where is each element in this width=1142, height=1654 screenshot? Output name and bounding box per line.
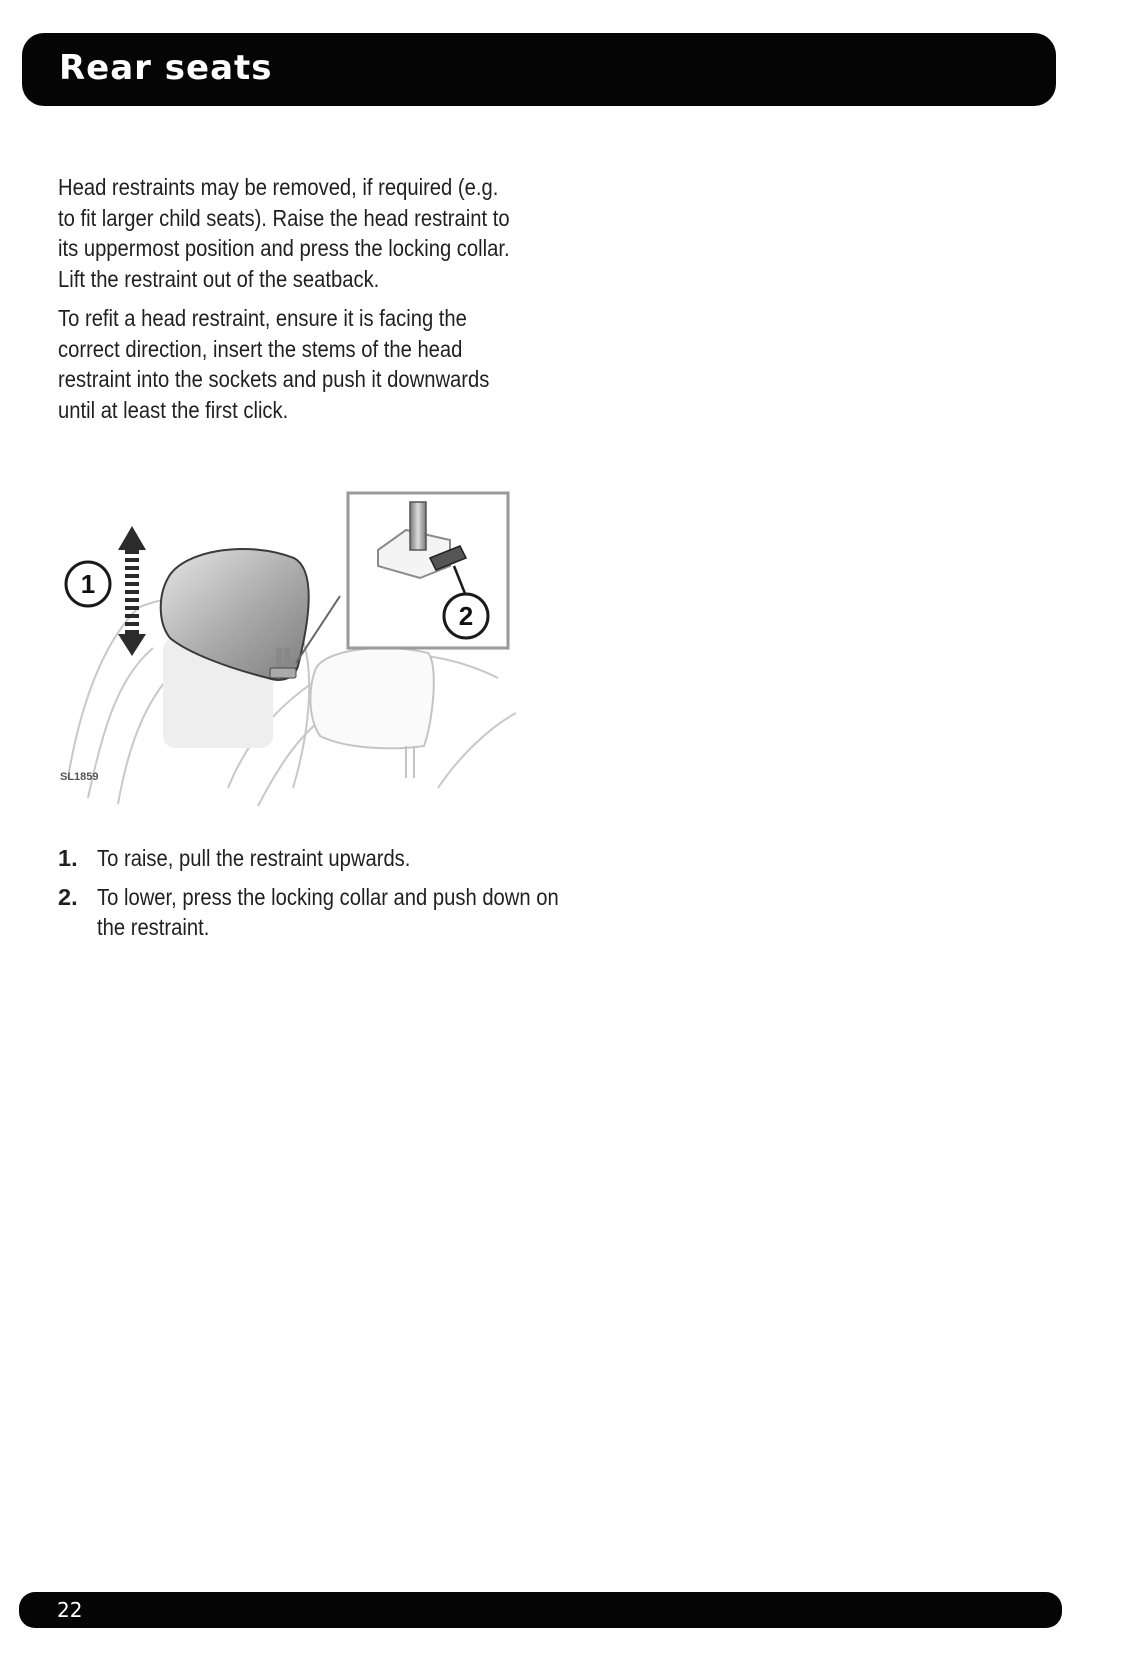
- paragraph-refit: To refit a head restraint, ensure it is facing the correct direction, insert the stems of the head restraint into the sockets and push it downwards until at least the first click.: [58, 305, 490, 423]
- instruction-steps: [58, 843, 578, 951]
- paragraph-removal: Head restraints may be removed, if required (e.g. to fit larger child seats). Raise the head restraint to its uppermost position and press the locking collar. Lift the restraint out of the seatback.: [58, 174, 510, 292]
- page-number: 22: [57, 1598, 83, 1622]
- list-item: [58, 843, 578, 874]
- locking-collar-inset: [348, 493, 508, 648]
- body-text: [58, 172, 518, 434]
- page-title: Rear seats: [59, 48, 273, 88]
- section-header-bar: [22, 33, 1056, 106]
- step-text: To lower, press the locking collar and push down on the restraint.: [97, 883, 559, 940]
- head-restraint-illustration: [58, 488, 516, 810]
- list-item: [58, 882, 578, 943]
- step-text: To raise, pull the restraint upwards.: [97, 845, 411, 871]
- callout-2-label: 2: [458, 601, 474, 631]
- head-restraint-drawing: [58, 488, 516, 810]
- callout-1: [66, 562, 110, 606]
- step-number: 2.: [58, 883, 78, 910]
- callout-1-label: 1: [80, 569, 96, 599]
- figure-code: SL1859: [60, 771, 99, 783]
- step-number: 1.: [58, 845, 78, 871]
- second-head-restraint: [310, 648, 433, 778]
- footer-bar: [19, 1592, 1062, 1628]
- raise-lower-arrow-icon: [118, 526, 146, 656]
